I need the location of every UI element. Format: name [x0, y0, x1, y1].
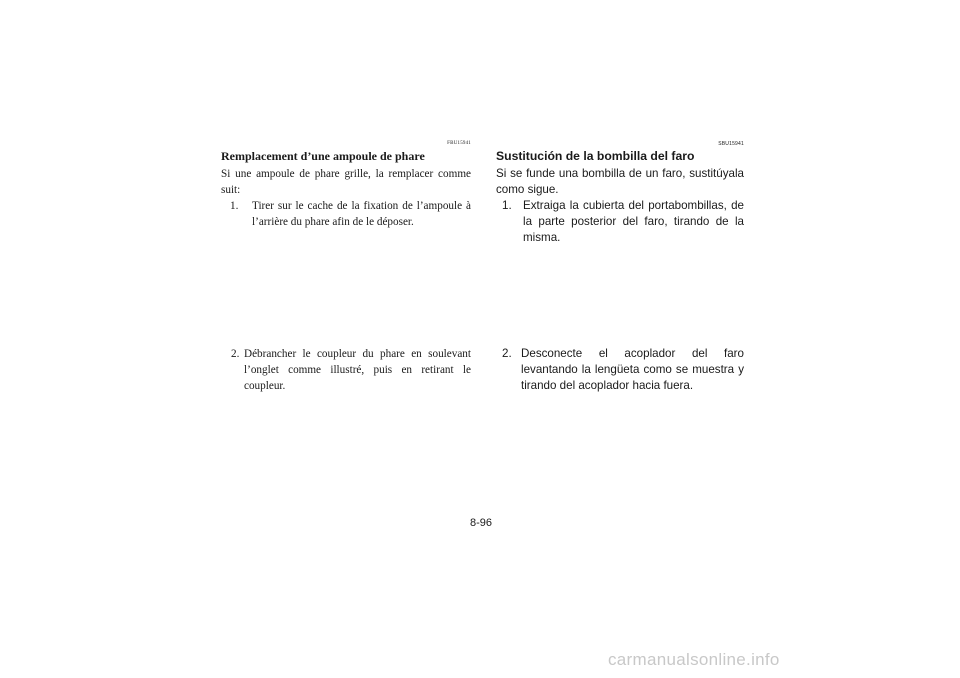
step-number: 2. [231, 348, 240, 360]
page-number: 8-96 [470, 517, 493, 529]
section-title: Remplacement d’une ampoule de phare [221, 149, 425, 163]
section-title: Sustitución de la bombilla del faro [496, 149, 695, 163]
step-number: 1. [502, 199, 512, 212]
french-step-2 [231, 346, 471, 394]
intro-text: Si une ampoule de phare grille, la remplacer comme suit: [221, 168, 471, 196]
intro-text: Si se funde una bombilla de un faro, sustitúyala como sigue. [496, 167, 744, 196]
step-number: 1. [230, 200, 239, 212]
spanish-column [496, 140, 744, 246]
step-1 [496, 198, 744, 246]
step-text: Desconecte el acoplador del faro levantando la lengüeta como se muestra y tirando del acoplador hacia fuera. [521, 347, 744, 392]
section-code: FBU15941 [447, 141, 471, 146]
section-code: SBU15941 [718, 141, 744, 147]
spanish-step-2 [502, 346, 744, 394]
step-text: Débrancher le coupleur du phare en soulevant l’onglet comme illustré, puis en retirant le coupleur. [244, 348, 471, 392]
step-text: Tirer sur le cache de la fixation de l’ampoule à l’arrière du phare afin de le déposer. [252, 200, 471, 228]
step-number: 2. [502, 347, 512, 360]
step-1 [221, 198, 471, 230]
step-text: Extraiga la cubierta del portabombillas, de la parte posterior del faro, tirando de la misma. [523, 199, 744, 244]
watermark: carmanualsonline.info [608, 650, 780, 669]
french-column [221, 140, 471, 230]
